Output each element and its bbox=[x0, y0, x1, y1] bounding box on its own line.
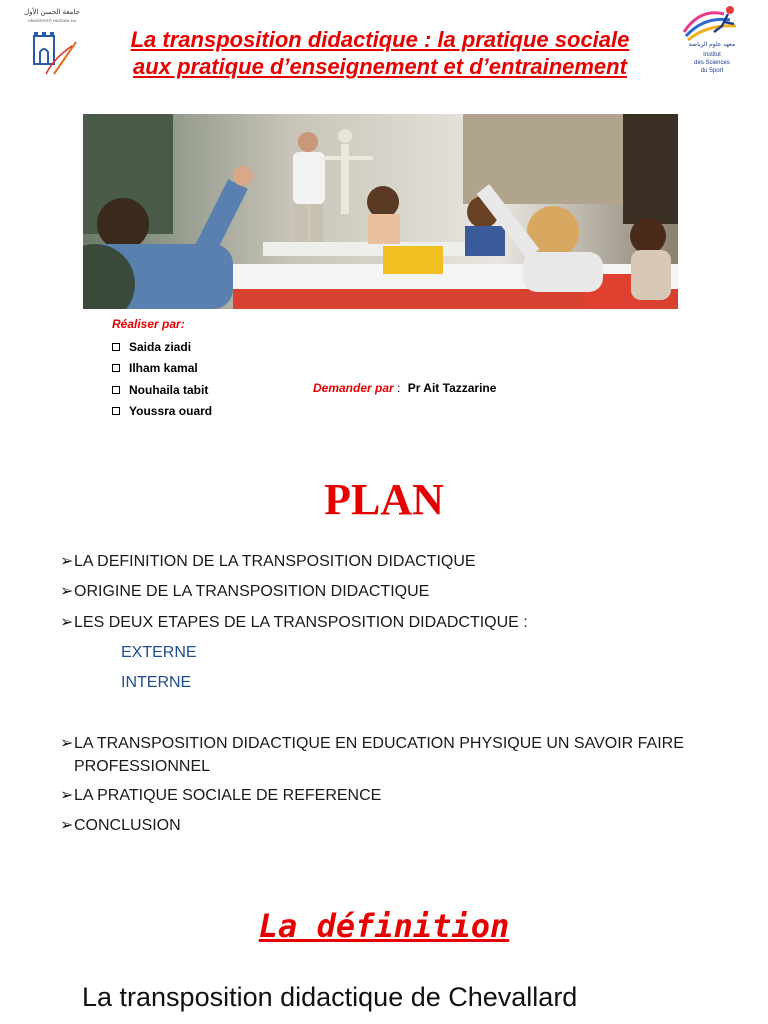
demander-line bbox=[313, 381, 496, 395]
definition-text: La transposition didactique de Chevallard bbox=[82, 982, 578, 1012]
members-list bbox=[112, 336, 212, 422]
university-logo bbox=[10, 4, 94, 84]
page-title: La transposition didactique : la pratique sociale aux pratique d’enseignement et d’entrainement bbox=[130, 27, 630, 79]
demander-label: Demander par bbox=[313, 381, 394, 395]
university-name-arabic: جامعة الحسن الأول bbox=[24, 9, 80, 16]
institute-name-line3: du Sport bbox=[700, 68, 724, 74]
definition-heading: La définition bbox=[258, 907, 510, 945]
checkbox-bullet-icon bbox=[112, 407, 120, 415]
university-name-latin: UNIVERSITÉ HASSAN 1er bbox=[27, 18, 77, 23]
checkbox-bullet-icon bbox=[112, 364, 120, 372]
list-item bbox=[112, 379, 212, 401]
checkbox-bullet-icon bbox=[112, 386, 120, 394]
arrow-bullet-icon: ➢ bbox=[60, 787, 74, 804]
plan-subitem-externe: EXTERNE bbox=[121, 644, 197, 661]
member-name: Ilham kamal bbox=[129, 361, 198, 376]
list-item bbox=[112, 336, 212, 358]
institute-logo bbox=[676, 2, 748, 88]
institute-name-arabic: معهد علوم الرياضة bbox=[688, 42, 736, 48]
plan-item: ➢LA DEFINITION DE LA TRANSPOSITION DIDACTIQUE bbox=[60, 550, 700, 573]
institute-name-line1: Institut bbox=[703, 52, 721, 58]
demander-separator: : bbox=[397, 381, 401, 395]
plan-subitem-interne: INTERNE bbox=[121, 674, 192, 691]
plan-heading: PLAN bbox=[324, 475, 444, 524]
plan-item: ➢LES DEUX ETAPES DE LA TRANSPOSITION DIDADCTIQUE : bbox=[60, 611, 700, 634]
list-item bbox=[112, 401, 212, 423]
arrow-bullet-icon: ➢ bbox=[60, 553, 74, 570]
plan-item: ➢LA TRANSPOSITION DIDACTIQUE EN EDUCATION PHYSIQUE UN SAVOIR FAIRE PROFESSIONNEL bbox=[60, 732, 714, 778]
institute-name-line2: des Sciences bbox=[694, 60, 730, 66]
checkbox-bullet-icon bbox=[112, 343, 120, 351]
university-emblem-icon bbox=[24, 28, 82, 80]
member-name: Youssra ouard bbox=[129, 404, 213, 419]
supervisor-name: Pr Ait Tazzarine bbox=[407, 381, 497, 395]
plan-item: ➢CONCLUSION bbox=[60, 814, 700, 837]
member-name: Saida ziadi bbox=[129, 339, 192, 354]
arrow-bullet-icon: ➢ bbox=[60, 614, 74, 631]
arrow-bullet-icon: ➢ bbox=[60, 735, 74, 752]
member-name: Nouhaila tabit bbox=[129, 382, 209, 397]
realiser-label: Réaliser par: bbox=[112, 317, 185, 331]
plan-item: ➢ORIGINE DE LA TRANSPOSITION DIDACTIQUE bbox=[60, 580, 700, 603]
plan-item: ➢LA PRATIQUE SOCIALE DE REFERENCE bbox=[60, 784, 700, 807]
list-item bbox=[112, 358, 212, 380]
arrow-bullet-icon: ➢ bbox=[60, 817, 74, 834]
classroom-photo bbox=[83, 114, 678, 309]
arrow-bullet-icon: ➢ bbox=[60, 583, 74, 600]
institute-runner-icon bbox=[680, 2, 744, 42]
